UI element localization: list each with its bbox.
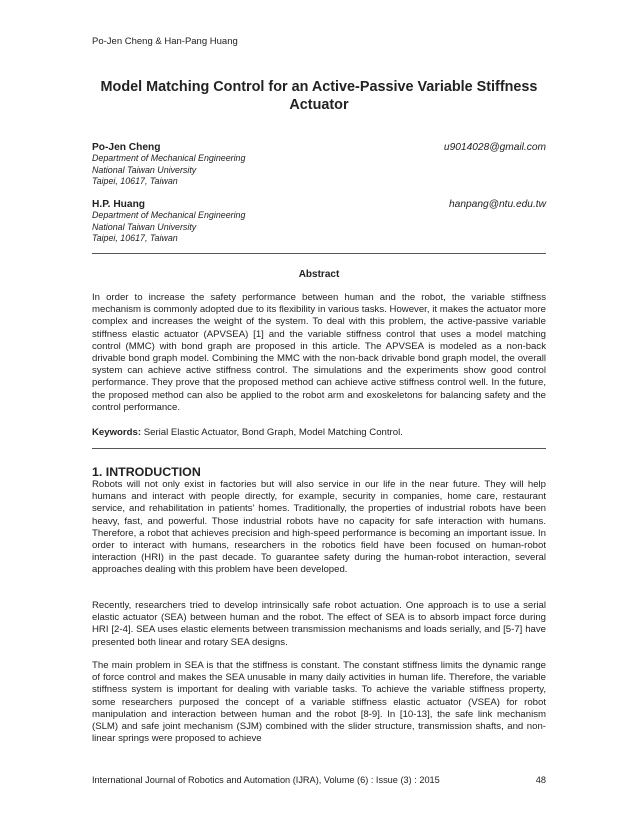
- author-block-2: [92, 199, 546, 245]
- section-heading: 1. INTRODUCTION: [92, 465, 201, 479]
- author-name: Po-Jen Cheng: [92, 142, 161, 153]
- body-paragraph: Recently, researchers tried to develop intrinsically safe robot actuation. One approach is to use a serial elastic actuator (SEA) between human and the robot. The effect of SEA is to absorb impact force during HRI [2-4]. SEA uses elastic elements between transmission mechanisms and loads serially, and [5-7] have presented both linear and rotary SEA designs.: [92, 600, 546, 648]
- divider-rule: [92, 448, 546, 449]
- divider-rule: [92, 253, 546, 254]
- footer-journal: International Journal of Robotics and Automation (IJRA), Volume (6) : Issue (3) : 2015: [92, 775, 440, 785]
- author-affiliation-line: Taipei, 10617, Taiwan: [92, 176, 178, 186]
- author-email[interactable]: hanpang@ntu.edu.tw: [448, 199, 546, 210]
- keywords-text: Serial Elastic Actuator, Bond Graph, Model Matching Control.: [141, 427, 403, 438]
- author-affiliation-line: National Taiwan University: [92, 221, 197, 232]
- body-paragraph: Robots will not only exist in factories but will also service in our life in the near future. They will help humans and interact with people directly, for example, security in companies, home care, restaurant service, and rehabilitation in patients’ homes. Traditionally, the properties of industrial robots have been heavy, fast, and powerful. Those industrial robots have no capacity for safe interaction with humans. Therefore, a robot that achieves precision and high-speed performance is becoming an important issue. In order to interact with humans, researchers in the robotics field have been focused on human-robot interaction (HRI) in the past decade. To guarantee safety during the human-robot interaction, several approaches dealing with this problem have been developed.: [92, 479, 546, 576]
- paper-title: Model Matching Control for an Active-Passive Variable Stiffness Actuator: [100, 79, 538, 113]
- author-email[interactable]: u9014028@gmail.com: [443, 142, 546, 153]
- author-block-1: [92, 142, 546, 188]
- page-footer: [92, 775, 546, 785]
- author-affiliation-line: Department of Mechanical Engineering: [92, 153, 246, 163]
- body-paragraph: The main problem in SEA is that the stiffness is constant. The constant stiffness limits the dynamic range of force control and makes the SEA unusable in many daily activities in human life. Therefore, the variable stiffness system is important for dealing with variable tasks. To achieve the variable stiffness property, some researchers purposed the concept of a variable stiffness elastic actuator (VSEA) for robot manipulation and interaction between human and the robot [8-9]. In [10-13], the safe link mechanism (SLM) and safe joint mechanism (SJM) combined with the slider structure, transmission shafts, and non-linear springs were proposed to achieve: [92, 660, 546, 745]
- page-number: 48: [535, 775, 546, 785]
- running-header: Po-Jen Cheng & Han-Pang Huang: [92, 36, 238, 47]
- abstract-heading: Abstract: [298, 269, 340, 280]
- author-name: H.P. Huang: [92, 199, 146, 210]
- author-affiliation-line: National Taiwan University: [92, 164, 197, 175]
- keywords-label: Keywords:: [92, 427, 142, 438]
- keywords-line: [92, 427, 546, 438]
- abstract-text: In order to increase the safety performance between human and the robot, the variable stiffness mechanism is commonly adopted due to its flexibility in various tasks. However, it makes the actuator more complex and increases the weight of the system. To deal with this problem, the active-passive variable stiffness elastic actuator (APVSEA) [1] and the variable stiffness control that uses a model matching control (MMC) with bond graph are proposed in this article. The APVSEA is modeled as a non-back drivable bond graph model. Combining the MMC with the non-back drivable bond graph model, the overall system can achieve active stiffness control. The simulations and the experiments show good control performance. They prove that the proposed method can achieve active stiffness control well. In the future, the proposed method can also be applied to the robot arm and exoskeletons for balancing safety and the control performance.: [92, 292, 546, 413]
- author-affiliation-line: Taipei, 10617, Taiwan: [92, 233, 178, 243]
- author-affiliation-line: Department of Mechanical Engineering: [92, 210, 246, 220]
